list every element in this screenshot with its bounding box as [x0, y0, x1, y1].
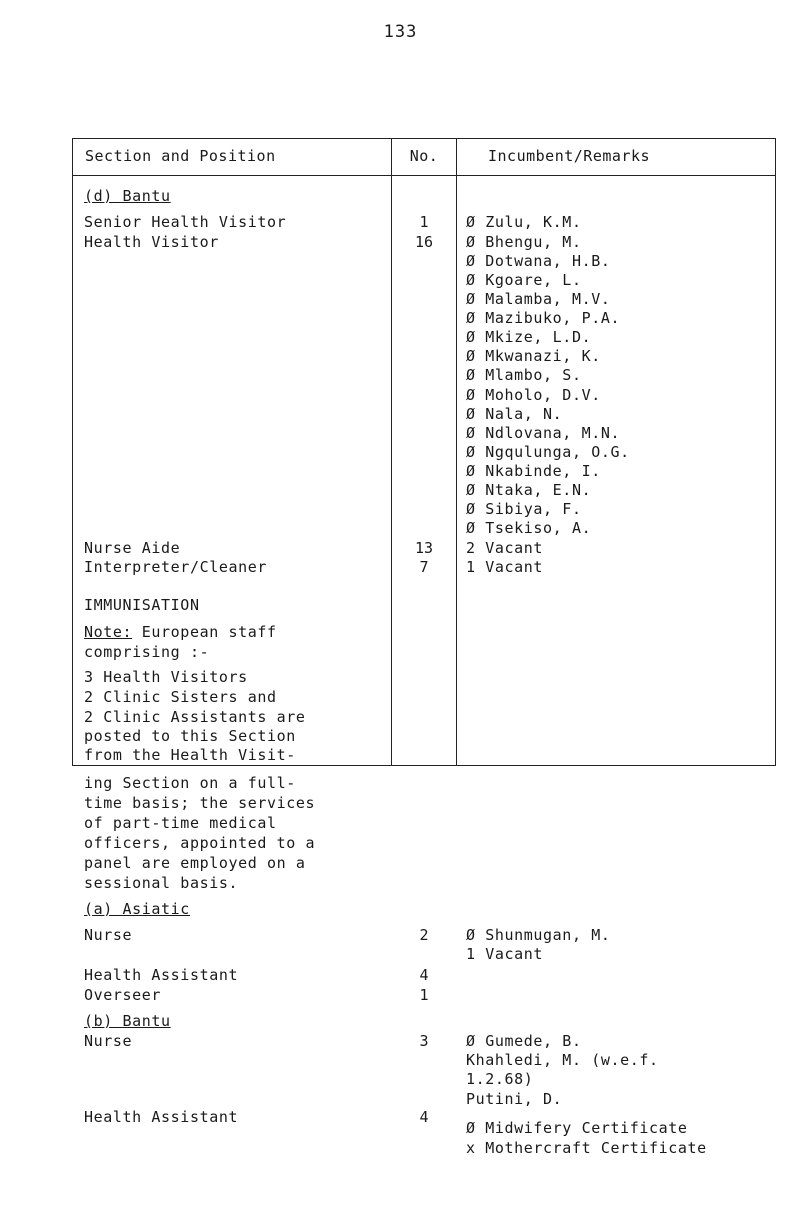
- footnote-midwifery: Ø Midwifery Certificate: [466, 1119, 688, 1137]
- note-line: 2 Clinic Assistants are: [84, 708, 306, 726]
- vacancy-nurse-aide: 2 Vacant: [466, 539, 544, 557]
- position-overseer: Overseer: [84, 986, 162, 1004]
- incumbent: Ø Malamba, M.V.: [466, 290, 611, 308]
- header-section: Section and Position: [85, 147, 276, 165]
- position-nurse-aide: Nurse Aide: [84, 539, 181, 557]
- position-interpreter-cleaner: Interpreter/Cleaner: [84, 558, 267, 576]
- incumbent: Ø Nkabinde, I.: [466, 462, 601, 480]
- note-line: posted to this Section: [84, 727, 296, 745]
- incumbent: Ø Gumede, B.: [466, 1032, 582, 1050]
- position-nurse-bantu: Nurse: [84, 1032, 133, 1050]
- incumbent: Ø Mkwanazi, K.: [466, 347, 601, 365]
- count-overseer: 1: [419, 986, 429, 1004]
- count-health-assistant-bantu: 4: [419, 1108, 429, 1126]
- position-nurse-asiatic: Nurse: [84, 926, 133, 944]
- note-line: panel are employed on a: [84, 854, 306, 872]
- count-interpreter-cleaner: 7: [419, 558, 429, 576]
- column-divider-2: [456, 138, 457, 766]
- note-line: sessional basis.: [84, 874, 239, 892]
- count-nurse-bantu: 3: [419, 1032, 429, 1050]
- note-line: 3 Health Visitors: [84, 668, 248, 686]
- incumbent: Khahledi, M. (w.e.f.: [466, 1051, 659, 1069]
- incumbent: Ø Mkize, L.D.: [466, 328, 592, 346]
- incumbent: 1.2.68): [466, 1070, 534, 1088]
- note-first-line: [84, 623, 277, 641]
- incumbent: Ø Kgoare, L.: [466, 271, 582, 289]
- incumbent: Ø Ndlovana, M.N.: [466, 424, 621, 442]
- header-remarks: Incumbent/Remarks: [488, 147, 651, 165]
- incumbent: Ø Mlambo, S.: [466, 366, 582, 384]
- incumbent: Ø Mazibuko, P.A.: [466, 309, 621, 327]
- count-health-visitor: 16: [414, 233, 434, 251]
- footnote-mothercraft: x Mothercraft Certificate: [466, 1139, 707, 1157]
- incumbent: Ø Bhengu, M.: [466, 233, 582, 251]
- note-line: comprising :-: [84, 643, 210, 661]
- heading-immunisation: IMMUNISATION: [84, 596, 200, 614]
- incumbent: Putini, D.: [466, 1090, 563, 1108]
- position-health-visitor: Health Visitor: [84, 233, 219, 251]
- page-number: 133: [383, 22, 418, 42]
- position-health-assistant-asiatic: Health Assistant: [84, 966, 239, 984]
- vacancy-nurse-asiatic: 1 Vacant: [466, 945, 544, 963]
- column-divider-1: [391, 138, 392, 766]
- incumbent: Ø Ntaka, E.N.: [466, 481, 592, 499]
- incumbent: Ø Moholo, D.V.: [466, 386, 601, 404]
- note-line: officers, appointed to a: [84, 834, 316, 852]
- note-label: Note:: [84, 623, 133, 641]
- header-no: No.: [409, 147, 439, 165]
- heading-bantu-b: (b) Bantu: [84, 1012, 171, 1030]
- count-nurse-aide: 13: [414, 539, 434, 557]
- incumbent: Ø Sibiya, F.: [466, 500, 582, 518]
- position-senior-health-visitor: Senior Health Visitor: [84, 213, 287, 231]
- count-senior-health-visitor: 1: [419, 213, 429, 231]
- incumbent: Ø Shunmugan, M.: [466, 926, 611, 944]
- incumbent: Ø Dotwana, H.B.: [466, 252, 611, 270]
- count-nurse-asiatic: 2: [419, 926, 429, 944]
- note-line: time basis; the services: [84, 794, 316, 812]
- vacancy-interpreter-cleaner: 1 Vacant: [466, 558, 544, 576]
- header-divider: [72, 175, 776, 176]
- note-first-line-text: European staff: [132, 623, 277, 641]
- incumbent-senior-health-visitor: Ø Zulu, K.M.: [466, 213, 582, 231]
- incumbent: Ø Tsekiso, A.: [466, 519, 592, 537]
- heading-bantu-d: (d) Bantu: [84, 187, 171, 205]
- note-line: ing Section on a full-: [84, 774, 296, 792]
- note-line: 2 Clinic Sisters and: [84, 688, 277, 706]
- note-line: from the Health Visit-: [84, 746, 296, 764]
- incumbent: Ø Ngqulunga, O.G.: [466, 443, 630, 461]
- count-health-assistant-asiatic: 4: [419, 966, 429, 984]
- position-health-assistant-bantu: Health Assistant: [84, 1108, 239, 1126]
- heading-asiatic: (a) Asiatic: [84, 900, 190, 918]
- note-line: of part-time medical: [84, 814, 277, 832]
- incumbent: Ø Nala, N.: [466, 405, 563, 423]
